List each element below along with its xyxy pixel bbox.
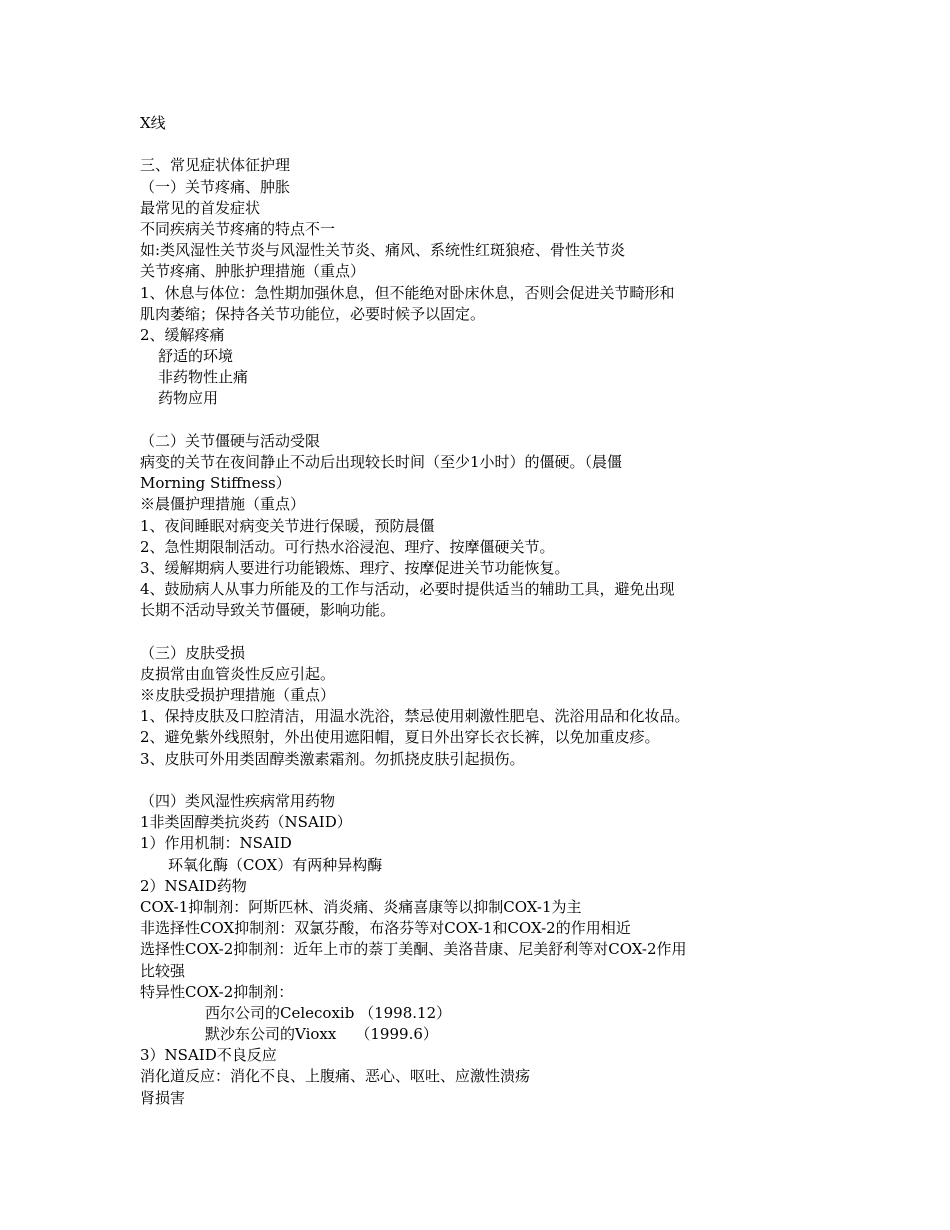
text-line: 3）NSAID不良反应 bbox=[140, 1046, 277, 1065]
blank-line bbox=[140, 134, 820, 155]
text-line: 不同疾病关节疼痛的特点不一 bbox=[140, 219, 336, 238]
text-line: 2、急性期限制活动。可行热水浴浸泡、理疗、按摩僵硬关节。 bbox=[140, 537, 555, 556]
text-line: 三、常见症状体征护理 bbox=[140, 156, 291, 175]
text-line: 1、休息与体位：急性期加强休息，但不能绝对卧床休息，否则会促进关节畸形和 bbox=[140, 283, 675, 302]
text-line: X线 bbox=[140, 114, 166, 132]
document-body bbox=[140, 113, 820, 1109]
text-line: 长期不活动导致关节僵硬，影响功能。 bbox=[140, 601, 396, 620]
blank-line bbox=[140, 770, 820, 791]
text-line: 环氧化酶（COX）有两种异构酶 bbox=[168, 855, 383, 874]
text-line: （二）关节僵硬与活动受限 bbox=[140, 431, 321, 450]
text-line: 皮损常由血管炎性反应引起。 bbox=[140, 664, 336, 683]
text-line: 1、夜间睡眠对病变关节进行保暖，预防晨僵 bbox=[140, 516, 435, 535]
text-line: 1非类固醇类抗炎药（NSAID） bbox=[140, 813, 352, 832]
text-line: 舒适的环境 bbox=[158, 347, 234, 366]
blank-line bbox=[140, 622, 820, 643]
blank-line bbox=[140, 410, 820, 431]
text-line: 关节疼痛、肿胀护理措施（重点） bbox=[140, 262, 366, 281]
text-line: ※皮肤受损护理措施（重点） bbox=[140, 686, 336, 705]
text-line: 3、缓解期病人要进行功能锻炼、理疗、按摩促进关节功能恢复。 bbox=[140, 558, 570, 577]
text-line: 如:类风湿性关节炎与风湿性关节炎、痛风、系统性红斑狼疮、骨性关节炎 bbox=[140, 241, 626, 260]
text-line: 非药物性止痛 bbox=[158, 368, 249, 387]
text-line: 肾损害 bbox=[140, 1088, 186, 1107]
text-line: 1）作用机制：NSAID bbox=[140, 834, 292, 853]
text-line: 西尔公司的Celecoxib （1998.12） bbox=[205, 1003, 452, 1022]
text-line: 2）NSAID药物 bbox=[140, 876, 247, 895]
text-line: 消化道反应：消化不良、上腹痛、恶心、呕吐、应激性溃疡 bbox=[140, 1067, 531, 1086]
text-line: 4、鼓励病人从事力所能及的工作与活动，必要时提供适当的辅助工具，避免出现 bbox=[140, 580, 675, 599]
text-line: 病变的关节在夜间静止不动后出现较长时间（至少1小时）的僵硬。（晨僵 bbox=[140, 453, 623, 471]
text-line: 默沙东公司的Vioxx （1999.6） bbox=[205, 1025, 438, 1044]
text-line: 最常见的首发症状 bbox=[140, 198, 261, 217]
text-line: 2、避免紫外线照射，外出使用遮阳帽，夏日外出穿长衣长裤，以免加重皮疹。 bbox=[140, 728, 660, 747]
text-line: （三）皮肤受损 bbox=[140, 643, 246, 662]
text-line: 3、皮肤可外用类固醇类激素霜剂。勿抓挠皮肤引起损伤。 bbox=[140, 749, 525, 768]
text-line: （四）类风湿性疾病常用药物 bbox=[140, 792, 336, 810]
text-line: 肌肉萎缩；保持各关节功能位，必要时候予以固定。 bbox=[140, 304, 486, 323]
text-line: 选择性COX-2抑制剂：近年上市的萘丁美酮、美洛昔康、尼美舒利等对COX-2作用 bbox=[140, 940, 687, 959]
text-line: 1、保持皮肤及口腔清洁，用温水洗浴，禁忌使用刺激性肥皂、洗浴用品和化妆品。 bbox=[140, 707, 690, 726]
text-line: 比较强 bbox=[140, 961, 186, 980]
text-line: 药物应用 bbox=[158, 389, 219, 408]
text-line: 2、缓解疼痛 bbox=[140, 325, 225, 344]
text-line: 特异性COX-2抑制剂： bbox=[140, 982, 294, 1001]
text-line: COX-1抑制剂：阿斯匹林、消炎痛、炎痛喜康等以抑制COX-1为主 bbox=[140, 897, 582, 916]
text-line: ※晨僵护理措施（重点） bbox=[140, 495, 306, 514]
text-line: 非选择性COX抑制剂：双氯芬酸，布洛芬等对COX-1和COX-2的作用相近 bbox=[140, 919, 631, 938]
text-line: Morning Stiffness） bbox=[140, 474, 291, 493]
text-line: （一）关节疼痛、肿胀 bbox=[140, 177, 291, 196]
